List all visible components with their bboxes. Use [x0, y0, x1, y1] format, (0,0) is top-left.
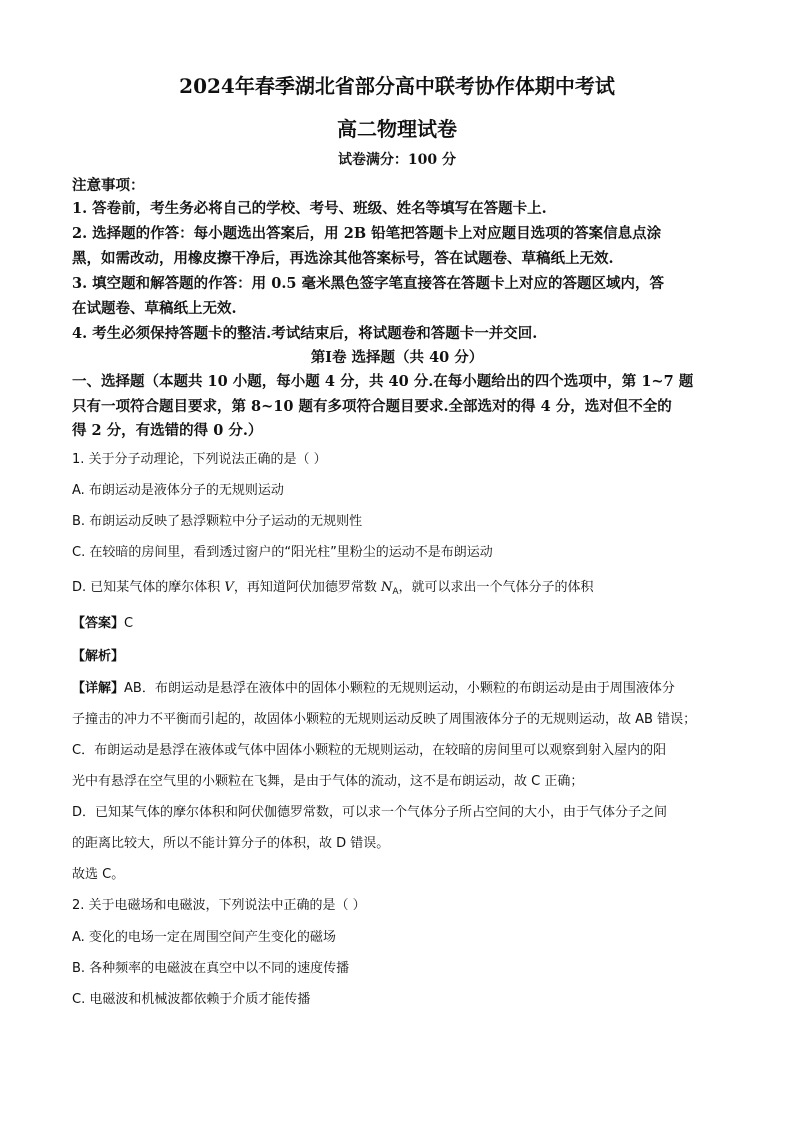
- exam-title: 2024年春季湖北省部分高中联考协作体期中考试: [179, 74, 615, 98]
- analysis-tag: 【解析】: [72, 649, 125, 664]
- avogadro-symbol: N: [380, 580, 393, 595]
- detail-tag: 【详解】: [72, 681, 125, 696]
- full-score: 试卷满分：100 分: [337, 152, 457, 168]
- note-line-3: 黑，如需改动，用橡皮擦干净后，再选涂其他答案标号，答在试题卷、草稿纸上无效.: [72, 250, 614, 267]
- explanation-line-3: C．布朗运动是悬浮在液体或气体中固体小颗粒的无规则运动，在较暗的房间里可以观察到射入屋内的阳: [72, 743, 667, 758]
- note-line-6: 4. 考生必须保持答题卡的整洁.考试结束后，将试题卷和答题卡一并交回.: [72, 325, 538, 342]
- section-intro-2: 只有一项符合题目要求，第 8~10 题有多项符合题目要求.全部选对的得 4 分，选对但不全的: [72, 398, 672, 415]
- explanation-line-2: 子撞击的冲力不平衡而引起的，故固体小颗粒的无规则运动反映了周围液体分子的无规则运动，故 AB 错误；: [72, 712, 697, 727]
- q1-option-a: A. 布朗运动是液体分子的无规则运动: [72, 483, 284, 498]
- note-line-1: 1. 答卷前，考生务必将自己的学校、考号、班级、姓名等填写在答题卡上.: [72, 200, 547, 217]
- explanation-line-5: D．已知某气体的摩尔体积和阿伏伽德罗常数，可以求一个气体分子所占空间的大小，由于气体分子之间: [72, 805, 668, 820]
- answer-tag: 【答案】: [72, 616, 125, 631]
- section-heading: 第Ⅰ卷 选择题（共 40 分）: [310, 349, 484, 366]
- q1-answer: [72, 612, 722, 631]
- exam-subtitle: 高二物理试卷: [337, 117, 457, 141]
- q1-option-d: [72, 576, 722, 597]
- explanation-line-7: 故选 C。: [72, 867, 125, 882]
- answer-value: C: [124, 616, 134, 631]
- q1-option-d-middle: ，再知道阿伏加德罗常数: [233, 580, 381, 595]
- explanation-line-4: 光中有悬浮在空气里的小颗粒在飞舞，是由于气体的流动，这不是布朗运动，故 C 正确；: [72, 774, 584, 789]
- explanation-line-6: 的距离比较大，所以不能计算分子的体积，故 D 错误。: [72, 836, 390, 851]
- q1-option-b: B. 布朗运动反映了悬浮颗粒中分子运动的无规则性: [72, 514, 363, 529]
- q1-stem: 1. 关于分子动理论，下列说法正确的是（ ）: [72, 452, 327, 467]
- q2-option-c: C. 电磁波和机械波都依赖于介质才能传播: [72, 992, 311, 1007]
- q2-stem: 2. 关于电磁场和电磁波，下列说法中正确的是（ ）: [72, 898, 366, 913]
- note-line-5: 在试题卷、草稿纸上无效.: [72, 300, 237, 317]
- q1-option-d-prefix: D. 已知某气体的摩尔体积: [72, 580, 225, 595]
- note-line-2: 2. 选择题的作答：每小题选出答案后，用 2B 铅笔把答题卡上对应题目选项的答案信息点涂: [72, 225, 662, 242]
- q2-option-a: A. 变化的电场一定在周围空间产生变化的磁场: [72, 930, 336, 945]
- section-intro-3: 得 2 分，有选错的得 0 分.）: [72, 422, 263, 439]
- q1-option-c: C. 在较暗的房间里，看到透过窗户的“阳光柱”里粉尘的运动不是布朗运动: [72, 545, 493, 560]
- note-line-4: 3. 填空题和解答题的作答：用 0.5 毫米黑色签字笔直接答在答题卡上对应的答题区域内，答: [72, 275, 665, 292]
- molar-volume-symbol: V: [224, 580, 234, 595]
- q2-option-b: B. 各种频率的电磁波在真空中以不同的速度传播: [72, 961, 350, 976]
- notes-heading: 注意事项：: [72, 177, 145, 194]
- q1-option-d-suffix: ，就可以求出一个气体分子的体积: [398, 580, 594, 595]
- section-intro-1: 一、选择题（本题共 10 小题，每小题 4 分，共 40 分.在每小题给出的四个选项中，第 1~7 题: [72, 373, 694, 390]
- avogadro-subscript: A: [392, 587, 399, 597]
- explanation-line-1: 【详解】AB．布朗运动是悬浮在液体中的固体小颗粒的无规则运动，小颗粒的布朗运动是由于周围液体分: [72, 681, 675, 696]
